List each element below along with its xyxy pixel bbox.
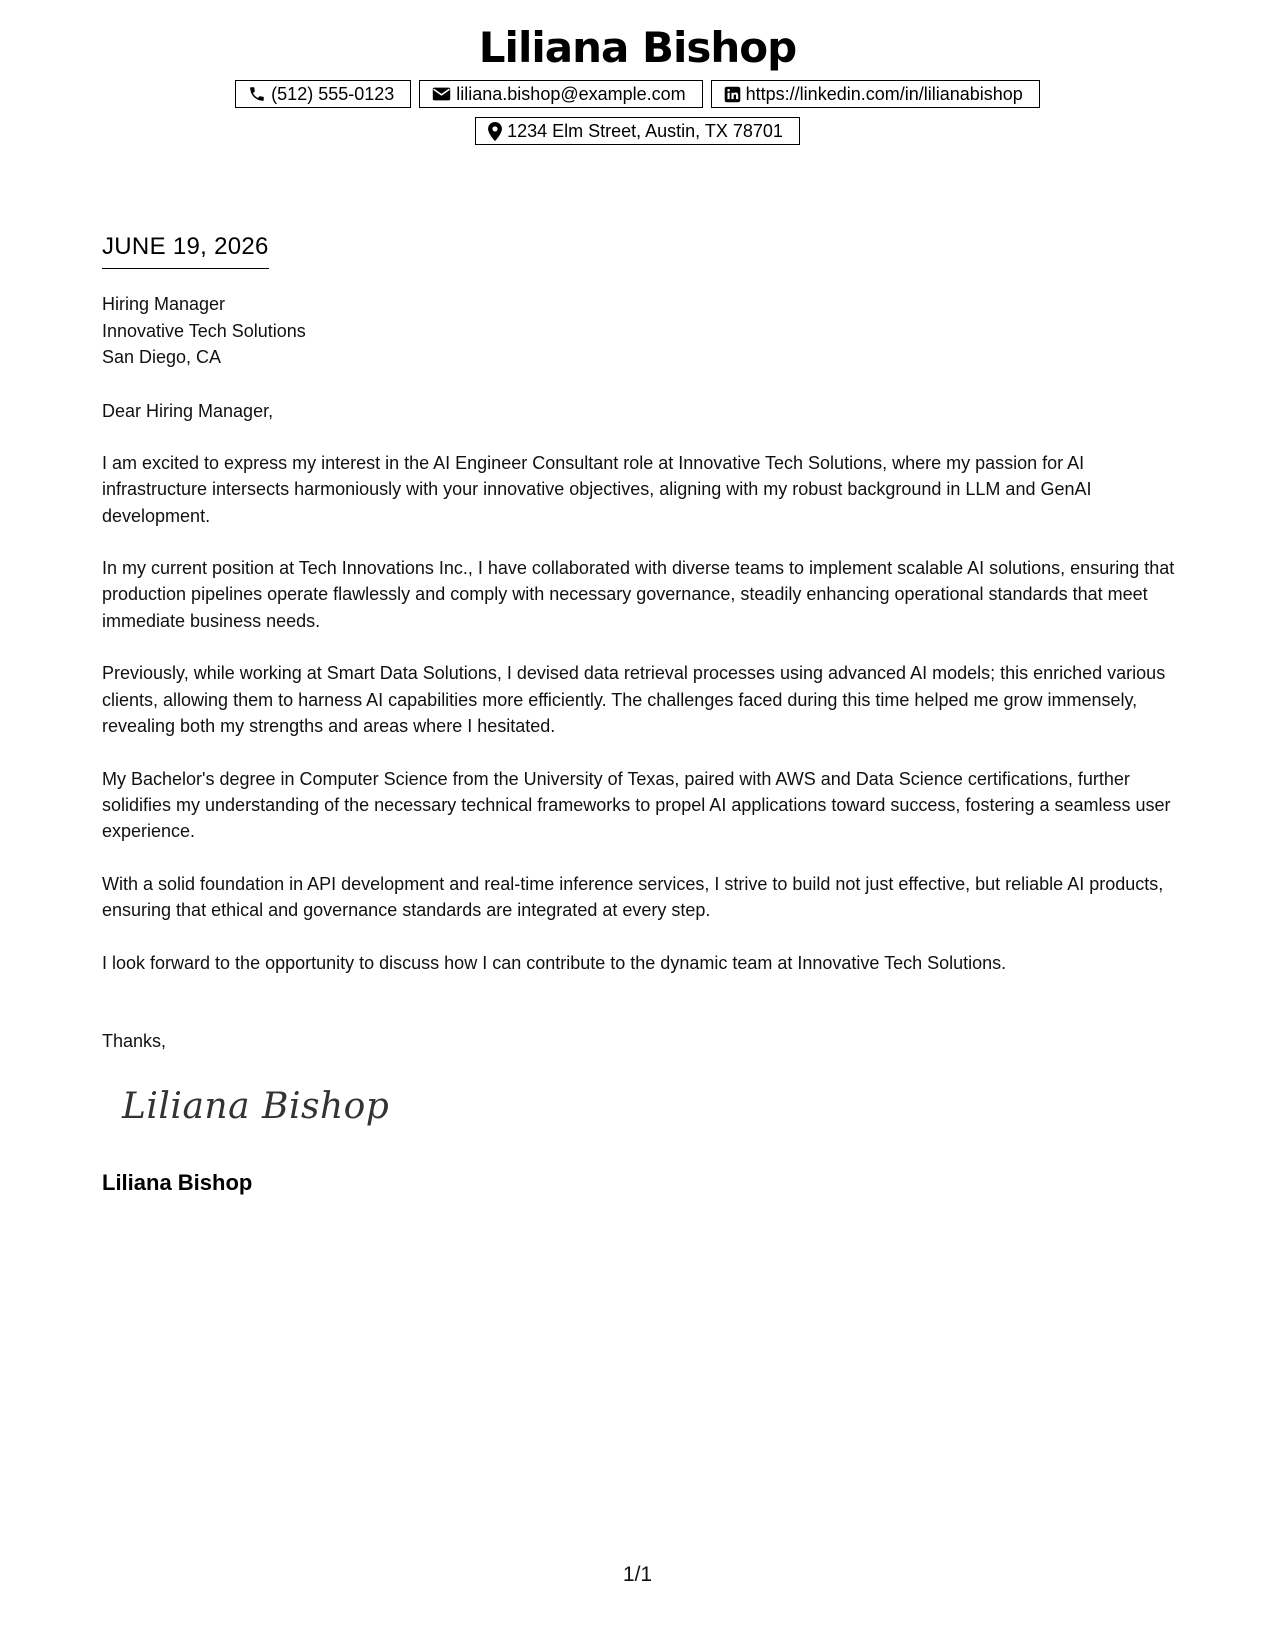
contact-linkedin[interactable] [711,80,1040,108]
contact-row-secondary [0,117,1275,145]
recipient-location: San Diego, CA [102,347,222,367]
page-number: 1/1 [622,1563,653,1586]
closing: Thanks, [102,1031,167,1051]
address-text: 1234 Elm Street, Austin, TX 78701 [507,120,783,141]
email-text: liliana.bishop@example.com [456,83,686,104]
recipient-title: Hiring Manager [102,294,226,314]
salutation: Dear Hiring Manager, [102,401,274,421]
recipient-company: Innovative Tech Solutions [102,320,306,341]
signer-name: Liliana Bishop [102,1170,253,1195]
contact-phone [235,80,411,108]
body-paragraph: I am excited to express my interest in the AI Engineer Consultant role at Innovative Tech Solutions, where my passion for AI infrastructure intersects harmoniously with your innovative objectives, aligning with my robust background in LLM and GenAI development. [102,453,1092,526]
body-paragraph: My Bachelor's degree in Computer Science from the University of Texas, paired with AWS and Data Science certifications, further solidifies my understanding of the necessary technical frameworks to propel AI applications toward success, fostering a seamless user experience. [102,768,1171,842]
letter-date: JUNE 19, 2026 [102,232,269,269]
handwritten-signature: Liliana Bishop [122,1086,390,1127]
body-paragraph: In my current position at Tech Innovations Inc., I have collaborated with diverse teams to implement scalable AI solutions, ensuring that production pipelines operate flawlessly and comply with necessary governance, steadily enhancing operational standards that meet immediate business needs. [102,558,1175,631]
contact-email[interactable] [419,80,702,108]
linkedin-text: https://linkedin.com/in/lilianabishop [745,83,1023,104]
body-paragraph: Previously, while working at Smart Data Solutions, I devised data retrieval processes using advanced AI models; this enriched various clients, allowing them to harness AI capabilities more efficiently. The challenges faced during this time helped me grow immensely, revealing both my strengths and areas where I hesitated. [102,663,1166,736]
envelope-icon [432,86,451,102]
applicant-name: Liliana Bishop [478,23,797,72]
contact-address [475,117,800,145]
body-paragraph: With a solid foundation in API development and real-time inference services, I strive to build not just effective, but reliable AI products, ensuring that ethical and governance standards are integrated at every step. [102,873,1164,921]
phone-text: (512) 555-0123 [271,83,395,104]
recipient-block [102,291,306,371]
letter-body [102,450,1182,1002]
phone-icon [248,85,266,103]
linkedin-icon [724,86,741,103]
body-paragraph: I look forward to the opportunity to discuss how I can contribute to the dynamic team at Innovative Tech Solutions. [102,952,1007,973]
contact-row-primary [0,80,1275,108]
map-marker-icon [488,122,502,141]
